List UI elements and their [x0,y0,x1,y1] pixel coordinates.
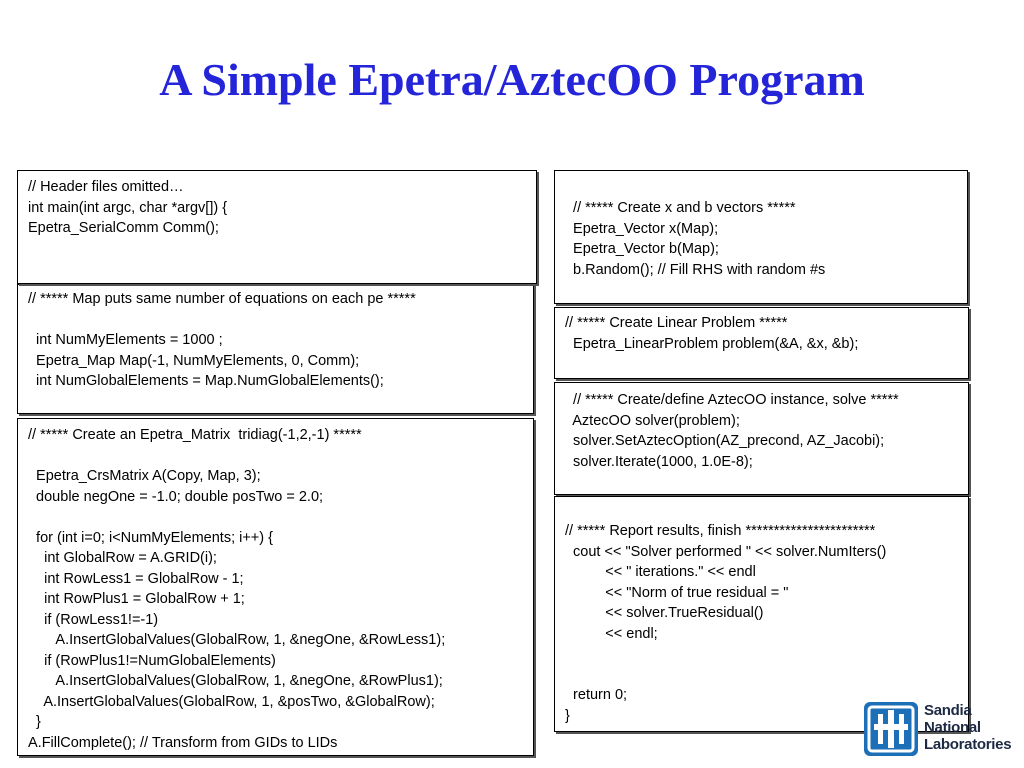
code-line: int NumGlobalElements = Map.NumGlobalElements(); [28,373,384,389]
sandia-logo [864,700,1012,756]
code-line [565,665,968,686]
code-box-solver [554,382,969,495]
code-line: int RowLess1 = GlobalRow - 1; [28,570,244,587]
code-line: if (RowPlus1!=NumGlobalElements) [28,652,276,669]
logo-line-2: National [924,719,981,736]
code-line: Epetra_Map Map(-1, NumMyElements, 0, Comm); [28,352,360,369]
code-line: // ***** Create/define AztecOO instance, solve ***** [565,392,899,408]
code-line: if (RowLess1!=-1) [28,611,159,628]
code-line: for (int i=0; i<NumMyElements; i++) { [28,529,273,546]
code-line: } [28,714,41,730]
code-line: Epetra_Vector b(Map); [565,241,719,257]
code-line: A.InsertGlobalValues(GlobalRow, 1, &posTwo, &GlobalRow); [28,693,435,710]
code-line: double negOne = -1.0; double posTwo = 2.0; [28,488,324,505]
code-line: Epetra_SerialComm Comm(); [28,220,219,236]
sandia-thunderbird-icon [864,702,918,756]
code-line: A.FillComplete(); // Transform from GIDs to LIDs [28,734,338,751]
code-line: << solver.TrueResidual() [565,605,764,621]
logo-line-3: Laboratories [924,736,1012,753]
logo-line-1: Sandia [924,702,972,719]
code-line: << endl; [565,625,658,642]
code-line: solver.SetAztecOption(AZ_precond, AZ_Jacobi); [565,433,885,449]
code-line: // ***** Create Linear Problem ***** [565,315,788,331]
code-line [28,507,533,528]
code-line: cout << "Solver performed " << solver.NumIters() [565,543,887,560]
code-line: Epetra_CrsMatrix A(Copy, Map, 3); [28,468,261,484]
code-line: int NumMyElements = 1000 ; [28,332,223,348]
code-box-report [554,496,969,732]
code-box-vectors [554,170,968,304]
code-line: A.InsertGlobalValues(GlobalRow, 1, &negOne, &RowLess1); [28,632,446,648]
code-line [565,644,968,665]
code-line: // ***** Create an Epetra_Matrix tridiag(-1,2,-1) ***** [28,427,362,443]
code-line: A.InsertGlobalValues(GlobalRow, 1, &negOne, &RowPlus1); [28,673,443,689]
code-line: int GlobalRow = A.GRID(i); [28,550,217,566]
code-line: << "Norm of true residual = " [565,584,789,601]
code-line: } [565,707,570,724]
code-line: return 0; [565,687,628,703]
logo-text [924,702,1011,753]
code-line [28,310,533,331]
code-line: int RowPlus1 = GlobalRow + 1; [28,591,245,607]
code-box-map [17,284,534,414]
code-line: // ***** Report results, finish *********************** [565,523,876,539]
code-line: Epetra_Vector x(Map); [565,220,719,237]
code-line: << " iterations." << endl [565,564,756,580]
code-line [28,446,533,467]
code-box-matrix [17,418,534,756]
code-line: b.Random(); // Fill RHS with random #s [565,261,826,278]
code-box-problem [554,307,969,379]
code-line: solver.Iterate(1000, 1.0E-8); [565,453,753,470]
code-line: // ***** Create x and b vectors ***** [565,200,796,216]
slide-title: A Simple Epetra/AztecOO Program [159,54,865,105]
code-line: // Header files omitted… [28,179,184,195]
code-line: int main(int argc, char *argv[]) { [28,199,228,216]
code-line: AztecOO solver(problem); [565,412,740,429]
code-box-header [17,170,537,284]
code-line: // ***** Map puts same number of equations on each pe ***** [28,291,416,307]
code-line: Epetra_LinearProblem problem(&A, &x, &b); [565,335,859,352]
